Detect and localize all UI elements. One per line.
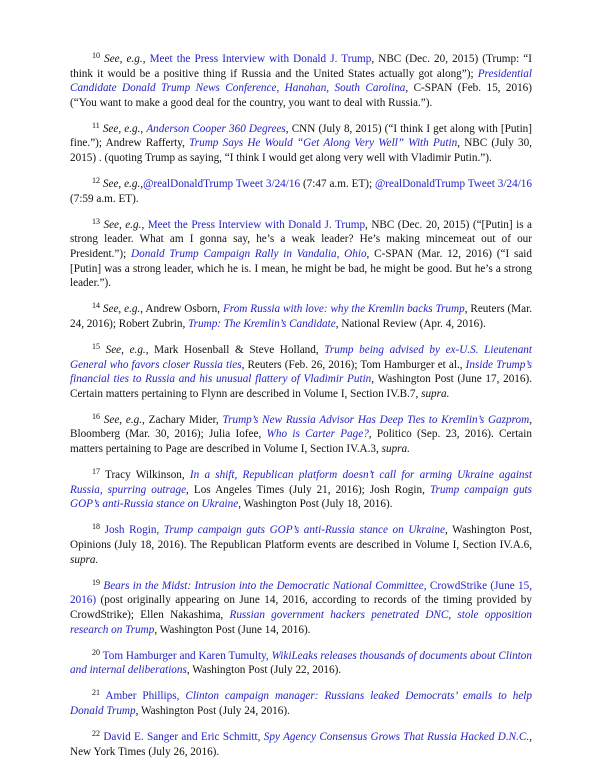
footnote-number: 17 [92, 467, 100, 477]
footnote-text: , C-SPAN (Mar. 12, 2016) (“I said [Putin] was a strong leader, which he is. I mean, he might be bad, he might be good. But he’s a strong leader.”). [70, 248, 533, 290]
citation-link[interactable]: Trump campaign guts GOP’s anti-Russia stance on Ukraine [70, 483, 532, 511]
footnote-text: , New York Times (July 26, 2016). [70, 730, 532, 758]
footnote-text: , Washington Post (June 17, 2016). Certain matters pertaining to Flynn are described in Volume I, Section IV.B.7, [70, 373, 532, 400]
citation-link[interactable]: , CrowdStrike (June 15, 2016) [70, 579, 532, 607]
footnote-text: , Politico (Sep. 23, 2016). Certain matters pertaining to Page are described in Volume I, Section IV.A.3, [70, 428, 532, 456]
citation-link[interactable]: Tom Hamburger and Karen Tumulty, [102, 649, 272, 662]
footnote-text: See, e.g. [102, 122, 141, 135]
footnote-text: supra. [381, 443, 410, 456]
footnote-number: 13 [92, 216, 100, 226]
citation-link[interactable]: Trump campaign guts GOP’s anti-Russia stance on Ukraine [163, 524, 445, 537]
citation-link[interactable]: Russian government hackers penetrated DNC, stole opposition research on Trump [70, 608, 532, 636]
footnote-text: , Washington Post, Opinions (July 18, 2016). The Republican Platform events are described in Volume I, Section IV.A.6, [70, 524, 533, 552]
footnote-10 [70, 52, 532, 110]
footnote-text: , Mark Hosenball & Steve Holland, [145, 344, 325, 356]
footnote-text: , NBC (July 30, 2015) . (quoting Trump as saying, “I think I would get along very well with Vladimir Putin.”). [70, 137, 532, 165]
footnote-text: , Bloomberg (Mar. 30, 2016); Julia Iofee, [70, 413, 532, 441]
footnote-13 [70, 218, 532, 291]
footnote-number: 16 [92, 411, 100, 421]
footnote-text: See, e.g. [104, 53, 143, 65]
citation-link[interactable]: Meet the Press Interview with Donald J. Trump [149, 53, 372, 65]
footnote-text: , NBC (Dec. 20, 2015) (Trump: “I think it would be a positive thing if Russia and the United States actually got along”); [70, 53, 532, 80]
footnote-text: See, e.g. [103, 413, 143, 426]
footnote-17 [70, 468, 532, 512]
footnote-14 [70, 302, 532, 331]
footnote-text: , C-SPAN (Feb. 15, 2016) (“You want to make a good deal for the country, you want to deal with Russia.”). [70, 82, 532, 109]
citation-link[interactable]: @realDonaldTrump Tweet 3/24/16 [143, 178, 301, 191]
footnote-16 [70, 413, 532, 457]
footnote-20 [70, 649, 532, 678]
citation-link[interactable]: Meet the Press Interview with Donald J. Trump [147, 218, 366, 231]
citation-link[interactable]: Trump: The Kremlin’s Candidate [188, 317, 336, 330]
footnote-number: 15 [92, 342, 100, 351]
citation-link[interactable]: Trump being advised by ex-U.S. Lieutenant General who favors closer Russia ties [70, 344, 532, 371]
footnote-number: 19 [92, 577, 100, 587]
footnote-number: 22 [92, 728, 100, 738]
citation-link[interactable]: Anderson Cooper 360 Degrees [146, 122, 286, 135]
footnote-text: , Andrew Osborn, [140, 303, 223, 316]
citation-link[interactable]: Bears in the Midst: Intrusion into the Democratic National Committee [103, 579, 424, 592]
footnote-text: , [140, 122, 147, 135]
footnote-text: , Reuters (Feb. 26, 2016); Tom Hamburger et al., [241, 358, 466, 371]
citation-link[interactable]: Amber Phillips, [105, 690, 186, 703]
footnote-text: , Reuters (Mar. 24, 2016); Robert Zubrin, [70, 303, 532, 330]
citation-link[interactable]: David E. Sanger and Eric Schmitt, [103, 730, 264, 743]
footnote-11 [70, 122, 532, 166]
citation-link[interactable]: From Russia with love: why the Kremlin backs Trump [222, 303, 465, 316]
footnote-text: , Los Angeles Times (July 21, 2016); Josh Rogin, [186, 483, 430, 496]
footnote-text: , NBC (Dec. 20, 2015) (“[Putin] is a strong leader. What am I gonna say, he’s a weak leader? He’s making mincemeat out of our President.”); [70, 218, 533, 261]
footnote-text: See, e.g. [103, 218, 142, 231]
citation-link[interactable]: Trump Says He Would “Get Along Very Well” With Putin [189, 137, 458, 150]
footnote-19 [70, 579, 532, 637]
footnote-text: , Zachary Mider, [142, 413, 223, 426]
footnote-text: , [142, 53, 150, 65]
footnotes-page [70, 52, 532, 771]
footnote-number: 10 [92, 51, 100, 60]
footnote-text: , Washington Post (June 14, 2016). [154, 623, 311, 636]
footnote-text: (7:59 a.m. ET). [70, 192, 139, 205]
footnote-number: 11 [92, 120, 100, 130]
footnote-text: (7:47 a.m. ET); [300, 178, 375, 191]
footnote-text: , Washington Post (July 24, 2016). [135, 704, 290, 717]
footnote-text: (post originally appearing on June 14, 2016, according to records of the timing provided by CrowdStrike); Ellen Nakashima, [70, 594, 532, 621]
citation-link[interactable]: Spy Agency Consensus Grows That Russia Hacked D.N.C. [263, 730, 530, 743]
footnote-18 [70, 523, 532, 567]
footnote-number: 12 [92, 176, 100, 186]
citation-link[interactable]: @realDonaldTrump Tweet 3/24/16 [375, 178, 532, 191]
footnote-text: See, e.g. [102, 303, 141, 316]
citation-link[interactable]: Clinton campaign manager: Russians leaked Democrats’ emails to help Donald Trump [70, 690, 533, 717]
footnote-text: , National Review (Apr. 4, 2016). [335, 317, 486, 330]
footnote-12 [70, 177, 532, 206]
footnote-text: Tracy Wilkinson, [105, 469, 190, 482]
footnote-15 [70, 343, 532, 401]
footnote-number: 14 [92, 301, 100, 311]
footnote-text: supra. [70, 553, 99, 566]
citation-link[interactable]: Who is Carter Page? [266, 428, 369, 441]
citation-link[interactable]: Donald Trump Campaign Rally in Vandalia, Ohio [131, 248, 367, 261]
footnote-text: , Washington Post (July 22, 2016). [186, 664, 342, 677]
footnote-number: 20 [92, 647, 100, 657]
citation-link[interactable]: Presidential Candidate Donald Trump News Conference, Hanahan, South Carolina [70, 67, 532, 95]
footnote-text: , [141, 218, 148, 231]
citation-link[interactable]: Trump’s New Russia Advisor Has Deep Ties to Kremlin’s Gazprom [222, 413, 530, 426]
footnote-text: , Washington Post (July 18, 2016). [238, 498, 393, 511]
footnote-number: 21 [92, 688, 100, 698]
citation-link[interactable]: In a shift, Republican platform doesn’t call for arming Ukraine against Russia, spurring outrage [70, 469, 532, 496]
footnote-text: supra. [421, 387, 450, 400]
footnote-text: See, e.g., [102, 178, 144, 191]
footnote-text: See, e.g. [105, 344, 146, 356]
footnote-21 [70, 689, 532, 718]
footnote-22 [70, 730, 532, 759]
citation-link[interactable]: Inside Trump’s financial ties to Russia and his unusual flattery of Vladimir Putin [70, 358, 532, 386]
footnote-text: , CNN (July 8, 2015) (“I think I get along with [Putin] fine.”); Andrew Rafferty, [70, 122, 533, 150]
footnote-number: 18 [92, 522, 100, 532]
citation-link[interactable]: WikiLeaks releases thousands of documents about Clinton and internal deliberations [70, 649, 532, 677]
citation-link[interactable]: Josh Rogin, [104, 524, 164, 537]
